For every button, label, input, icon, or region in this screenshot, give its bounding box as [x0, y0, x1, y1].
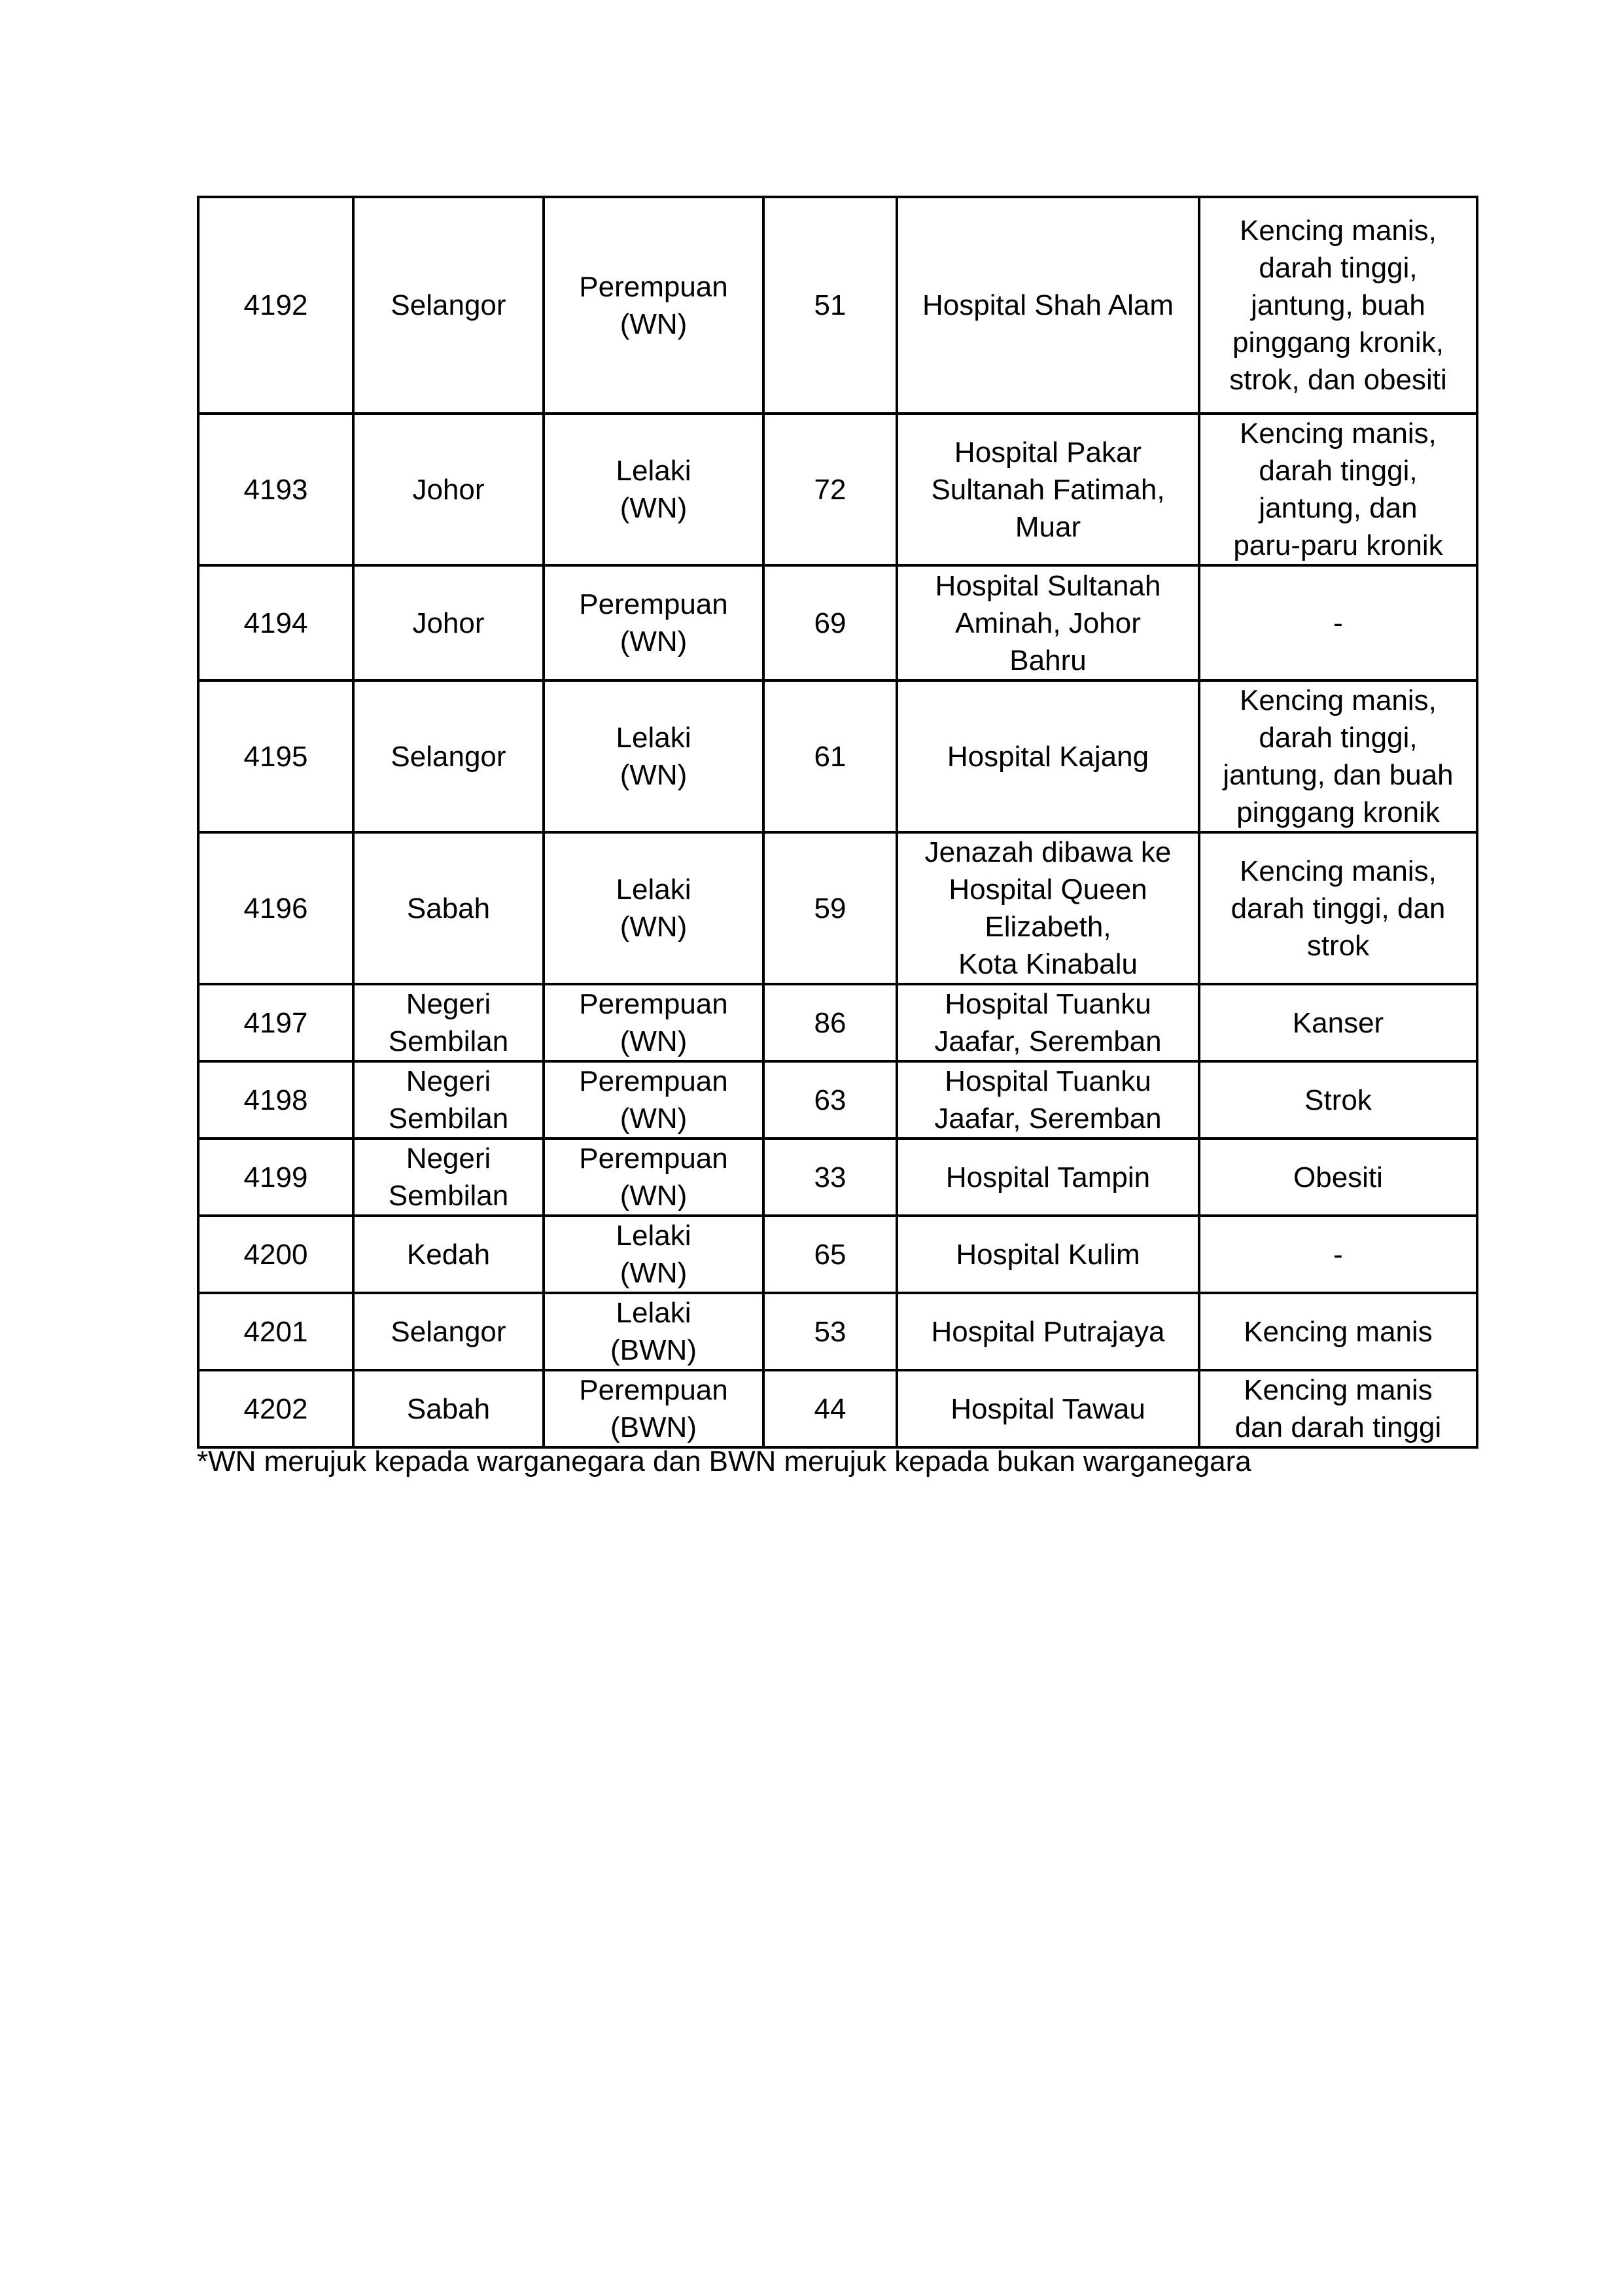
table-body: [198, 197, 1477, 1447]
gender-cell: Lelaki (WN): [544, 680, 763, 832]
comorbidity-cell: Kencing manis, darah tinggi, jantung, buah pinggang kronik, strok, dan obesiti: [1199, 197, 1477, 414]
case-number-cell: 4193: [198, 414, 353, 565]
hospital-cell: Hospital Tuanku Jaafar, Seremban: [897, 1061, 1199, 1139]
comorbidity-cell: Obesiti: [1199, 1139, 1477, 1216]
gender-cell: Lelaki (WN): [544, 1216, 763, 1293]
table-row: [198, 1061, 1477, 1139]
case-number-cell: 4200: [198, 1216, 353, 1293]
case-number-cell: 4199: [198, 1139, 353, 1216]
table-row: [198, 1216, 1477, 1293]
state-cell: Selangor: [353, 680, 544, 832]
comorbidity-cell: Kanser: [1199, 984, 1477, 1061]
gender-cell: Perempuan (WN): [544, 197, 763, 414]
gender-cell: Lelaki (WN): [544, 414, 763, 565]
hospital-cell: Hospital Sultanah Aminah, Johor Bahru: [897, 565, 1199, 680]
comorbidity-cell: Strok: [1199, 1061, 1477, 1139]
state-cell: Sabah: [353, 832, 544, 984]
comorbidity-cell: Kencing manis: [1199, 1293, 1477, 1370]
comorbidity-cell: Kencing manis, darah tinggi, jantung, dan buah pinggang kronik: [1199, 680, 1477, 832]
gender-cell: Perempuan (WN): [544, 1139, 763, 1216]
table-row: [198, 1370, 1477, 1447]
case-number-cell: 4196: [198, 832, 353, 984]
hospital-cell: Jenazah dibawa ke Hospital Queen Elizabeth, Kota Kinabalu: [897, 832, 1199, 984]
state-cell: Selangor: [353, 1293, 544, 1370]
state-cell: Negeri Sembilan: [353, 1061, 544, 1139]
state-cell: Negeri Sembilan: [353, 984, 544, 1061]
comorbidity-cell: Kencing manis, darah tinggi, jantung, dan paru-paru kronik: [1199, 414, 1477, 565]
state-cell: Sabah: [353, 1370, 544, 1447]
state-cell: Selangor: [353, 197, 544, 414]
table-row: [198, 1293, 1477, 1370]
comorbidity-cell: -: [1199, 565, 1477, 680]
case-number-cell: 4197: [198, 984, 353, 1061]
age-cell: 86: [763, 984, 897, 1061]
state-cell: Johor: [353, 414, 544, 565]
gender-cell: Perempuan (BWN): [544, 1370, 763, 1447]
age-cell: 63: [763, 1061, 897, 1139]
table-row: [198, 832, 1477, 984]
age-cell: 51: [763, 197, 897, 414]
table-row: [198, 565, 1477, 680]
state-cell: Kedah: [353, 1216, 544, 1293]
case-number-cell: 4201: [198, 1293, 353, 1370]
hospital-cell: Hospital Tawau: [897, 1370, 1199, 1447]
age-cell: 61: [763, 680, 897, 832]
age-cell: 53: [763, 1293, 897, 1370]
age-cell: 33: [763, 1139, 897, 1216]
age-cell: 59: [763, 832, 897, 984]
hospital-cell: Hospital Tampin: [897, 1139, 1199, 1216]
age-cell: 65: [763, 1216, 897, 1293]
case-number-cell: 4198: [198, 1061, 353, 1139]
state-cell: Negeri Sembilan: [353, 1139, 544, 1216]
age-cell: 44: [763, 1370, 897, 1447]
gender-cell: Perempuan (WN): [544, 565, 763, 680]
case-number-cell: 4194: [198, 565, 353, 680]
state-cell: Johor: [353, 565, 544, 680]
gender-cell: Perempuan (WN): [544, 984, 763, 1061]
comorbidity-cell: Kencing manis dan darah tinggi: [1199, 1370, 1477, 1447]
hospital-cell: Hospital Putrajaya: [897, 1293, 1199, 1370]
age-cell: 72: [763, 414, 897, 565]
table-row: [198, 984, 1477, 1061]
case-number-cell: 4195: [198, 680, 353, 832]
table-row: [198, 414, 1477, 565]
footnote: *WN merujuk kepada warganegara dan BWN merujuk kepada bukan warganegara: [197, 1445, 1251, 1477]
death-cases-table: [197, 196, 1478, 1449]
hospital-cell: Hospital Kajang: [897, 680, 1199, 832]
hospital-cell: Hospital Pakar Sultanah Fatimah, Muar: [897, 414, 1199, 565]
case-number-cell: 4202: [198, 1370, 353, 1447]
hospital-cell: Hospital Kulim: [897, 1216, 1199, 1293]
age-cell: 69: [763, 565, 897, 680]
table-row: [198, 197, 1477, 414]
table-row: [198, 1139, 1477, 1216]
case-number-cell: 4192: [198, 197, 353, 414]
comorbidity-cell: Kencing manis, darah tinggi, dan strok: [1199, 832, 1477, 984]
gender-cell: Perempuan (WN): [544, 1061, 763, 1139]
gender-cell: Lelaki (BWN): [544, 1293, 763, 1370]
comorbidity-cell: -: [1199, 1216, 1477, 1293]
table-row: [198, 680, 1477, 832]
gender-cell: Lelaki (WN): [544, 832, 763, 984]
hospital-cell: Hospital Shah Alam: [897, 197, 1199, 414]
hospital-cell: Hospital Tuanku Jaafar, Seremban: [897, 984, 1199, 1061]
